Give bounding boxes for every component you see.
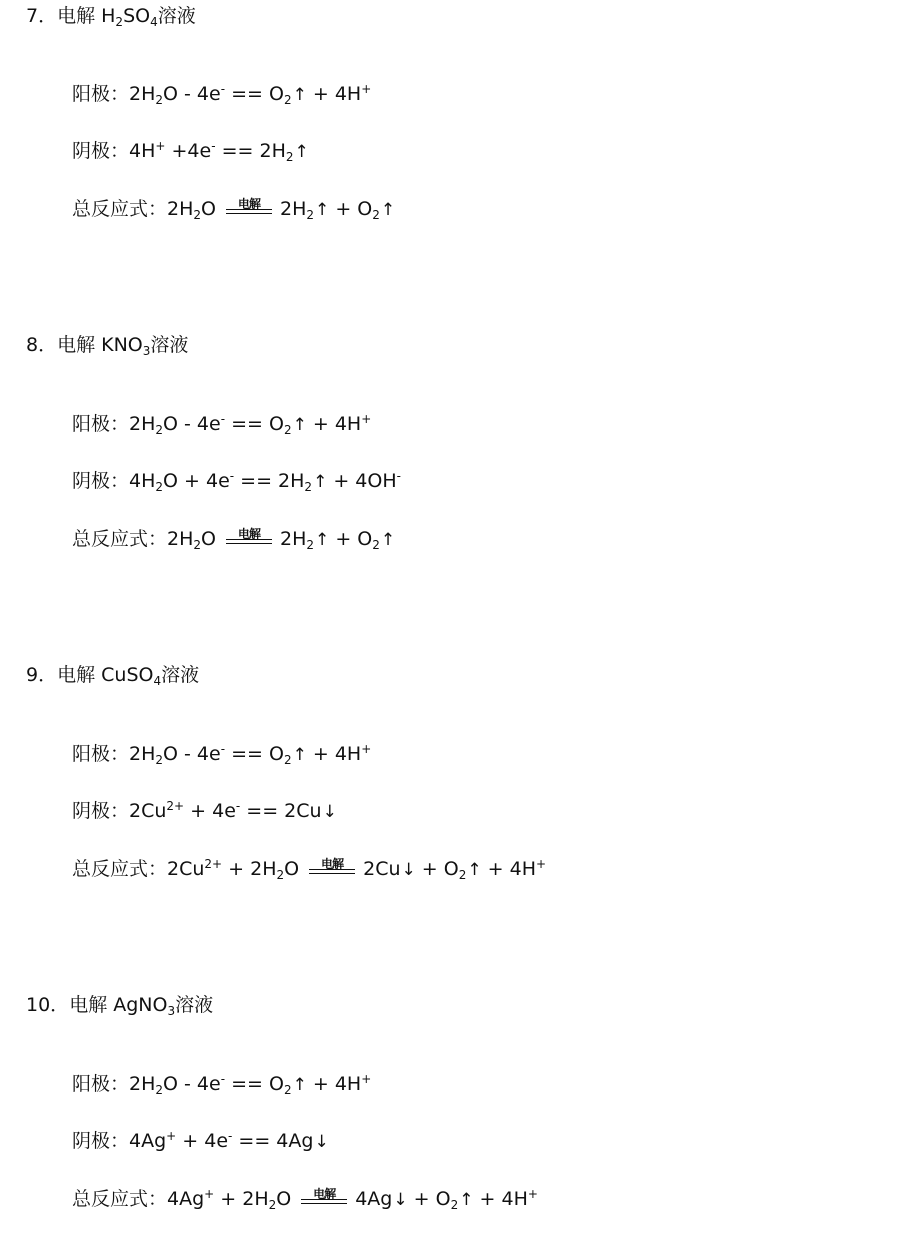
anode-equation: 阳极：$2H_2O - 4e^-$ == $O_2↑ + 4H^+$	[72, 742, 372, 767]
electrolysis-condition-sign: 电解	[309, 856, 355, 878]
section-title-h2so4: 7．电解 $H_2SO_4$溶液	[26, 5, 196, 29]
section-title-agno3: 10．电解 AgNO$_3$溶液	[26, 994, 214, 1018]
total-reaction-equation: 总反应式：$2H_2O$ 电解 $2H_2↑$ + $O_2↑$	[72, 527, 396, 552]
total-reaction-equation: 总反应式：$2H_2O$ 电解 $2H_2↑$ + $O_2↑$	[72, 197, 396, 222]
anode-equation: 阳极：$2H_2O - 4e^-$ == $O_2↑ + 4H^+$	[72, 1072, 372, 1097]
electrolysis-condition-sign: 电解	[226, 526, 272, 548]
cathode-equation: 阴极：4Ag+ + 4e- == 4Ag↓	[72, 1129, 329, 1152]
total-reaction-equation: 总反应式：$2Cu^{2+} + 2H_2O$ 电解 2Cu↓ + $O_2↑ + 4H^+$	[72, 857, 547, 882]
cathode-equation: 阴极：$4H^+ +4e^- == 2H_2↑$	[72, 139, 309, 164]
section-title-kno3: 8．电解 $KNO_3$溶液	[26, 334, 189, 358]
electrolysis-condition-sign: 电解	[226, 196, 272, 218]
cathode-equation: 阴极：$2Cu^{2+} + 4e^-$ == 2Cu↓	[72, 799, 337, 822]
section-title-cuso4: 9．电解 CuSO$_4$溶液	[26, 664, 200, 688]
anode-equation: 阳极：$2H_2O - 4e^-$ == $O_2↑ + 4H^+$	[72, 82, 372, 107]
cathode-equation: 阴极：$4H_2O + 4e^-$ == $2H_2↑ + 4OH^-$	[72, 469, 401, 494]
total-reaction-equation: 总反应式：$4Ag^+ + 2H_2O$ 电解 4Ag↓ + $O_2↑ + 4H^+$	[72, 1187, 538, 1212]
anode-equation: 阳极：$2H_2O - 4e^-$ == $O_2↑ + 4H^+$	[72, 412, 372, 437]
electrolysis-condition-sign: 电解	[301, 1186, 347, 1208]
